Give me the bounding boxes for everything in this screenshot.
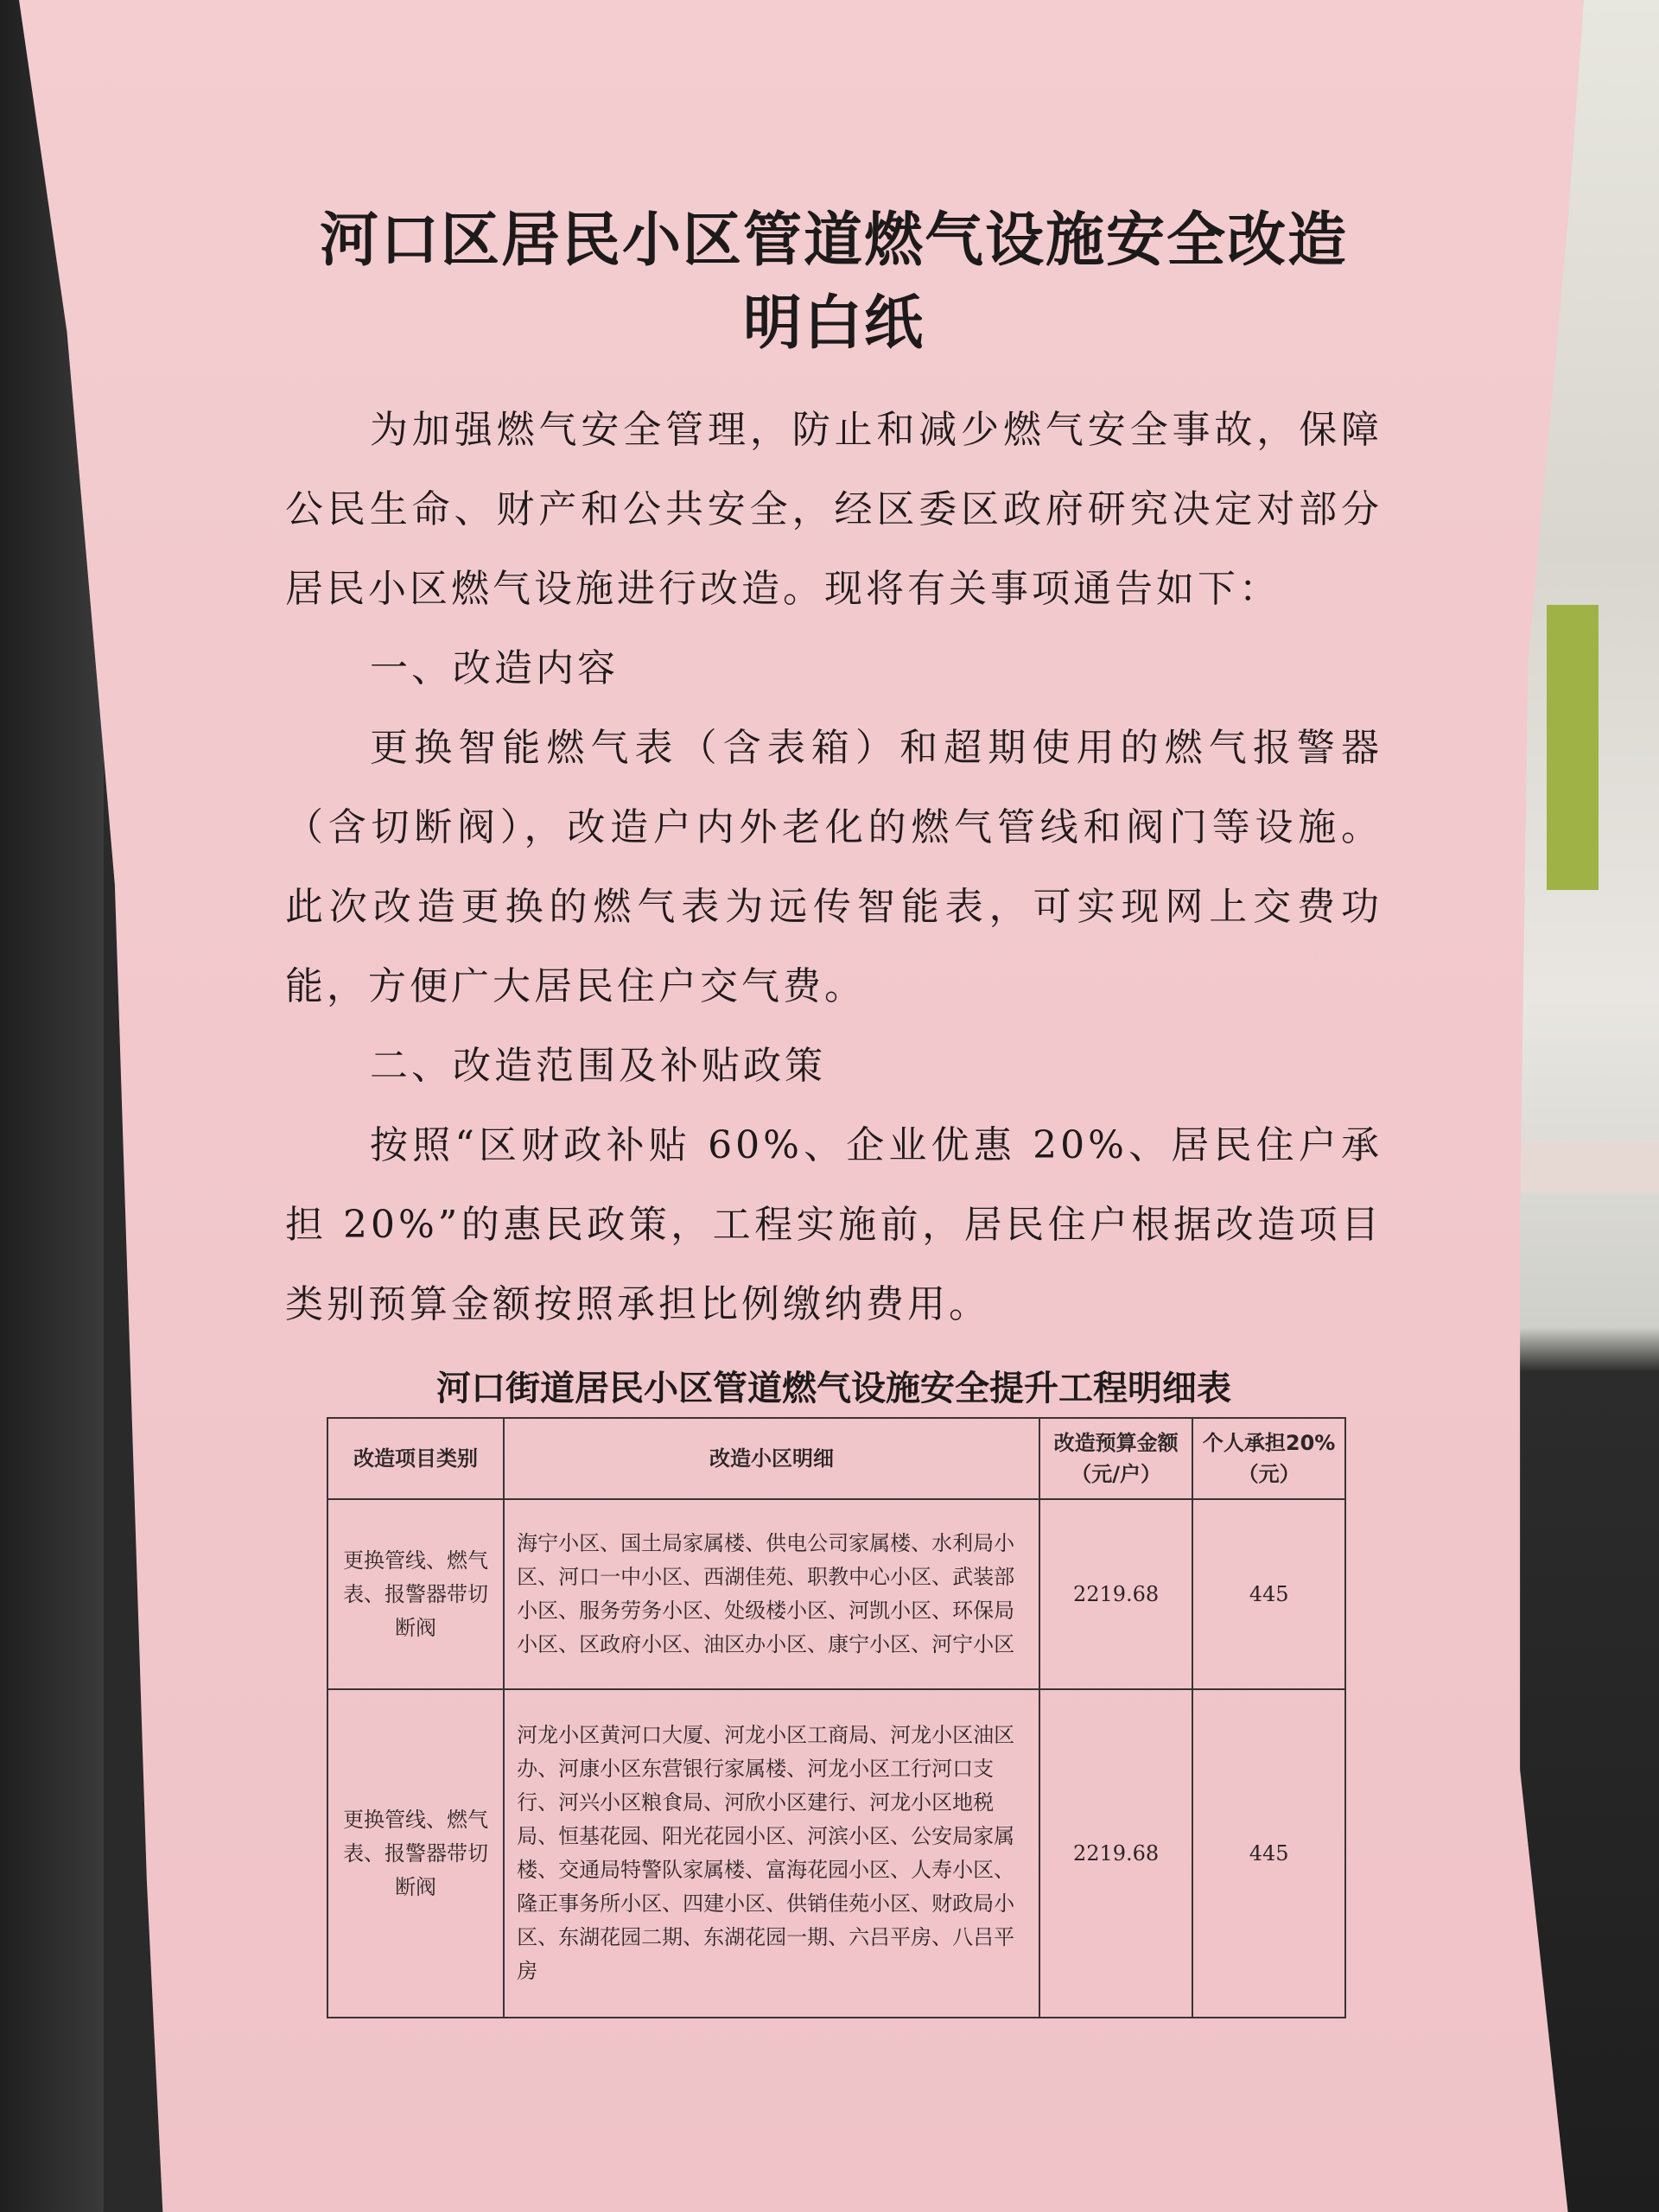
row-personal: 445 <box>1192 1499 1345 1689</box>
row-category: 更换管线、燃气表、报警器带切断阀 <box>327 1689 504 2018</box>
header-category: 改造项目类别 <box>327 1418 504 1499</box>
document-title-line1: 河口区居民小区管道燃气设施安全改造 <box>319 206 1348 275</box>
header-detail: 改造小区明细 <box>504 1418 1039 1499</box>
section1-heading: 一、改造内容 <box>370 646 619 690</box>
row-personal: 445 <box>1192 1689 1345 2018</box>
table-title: 河口街道居民小区管道燃气设施安全提升工程明细表 <box>436 1368 1231 1408</box>
row-detail: 河龙小区黄河口大厦、河龙小区工商局、河龙小区油区办、河康小区东营银行家属楼、河龙小区工行河口支行、河兴小区粮食局、河欣小区建行、河龙小区地税局、恒基花园、阳光花园小区、河滨小区、公安局家属楼、交通局特警队家属楼、富海花园小区、人寿小区、隆正事务所小区、四建小区、供销佳苑小区、财政局小区、东湖花园二期、东湖花园一期、六吕平房、八吕平房 <box>504 1689 1039 2018</box>
document-content <box>285 199 1382 2018</box>
document-title-line2: 明白纸 <box>742 289 925 358</box>
header-budget: 改造预算金额（元/户） <box>1039 1418 1192 1499</box>
detail-table <box>327 1417 1346 2018</box>
row-detail: 海宁小区、国土局家属楼、供电公司家属楼、水利局小区、河口一中小区、西湖佳苑、职教中心小区、武装部小区、服务劳务小区、处级楼小区、河凯小区、环保局小区、区政府小区、油区办小区、康宁小区、河宁小区 <box>504 1499 1039 1689</box>
table-row <box>327 1499 1345 1689</box>
header-personal: 个人承担20%（元） <box>1192 1418 1345 1499</box>
background-green-strip <box>1547 605 1599 890</box>
row-budget: 2219.68 <box>1039 1689 1192 2018</box>
table-row <box>327 1689 1345 2018</box>
intro-paragraph: 为加强燃气安全管理，防止和减少燃气安全事故，保障公民生命、财产和公共安全，经区委区政府研究决定对部分居民小区燃气设施进行改造。现将有关事项通告如下： <box>285 408 1382 611</box>
section2-body: 按照“区财政补贴 60%、企业优惠 20%、居民住户承担 20%”的惠民政策，工程实施前，居民住户根据改造项目类别预算金额按照承担比例缴纳费用。 <box>285 1123 1382 1326</box>
section2-heading: 二、改造范围及补贴政策 <box>370 1044 826 1088</box>
row-budget: 2219.68 <box>1039 1499 1192 1689</box>
section1-body: 更换智能燃气表（含表箱）和超期使用的燃气报警器（含切断阀），改造户内外老化的燃气管线和阀门等设施。此次改造更换的燃气表为远传智能表，可实现网上交费功能，方便广大居民住户交气费。 <box>285 726 1382 1008</box>
row-category: 更换管线、燃气表、报警器带切断阀 <box>327 1499 504 1689</box>
table-header-row <box>327 1418 1345 1499</box>
